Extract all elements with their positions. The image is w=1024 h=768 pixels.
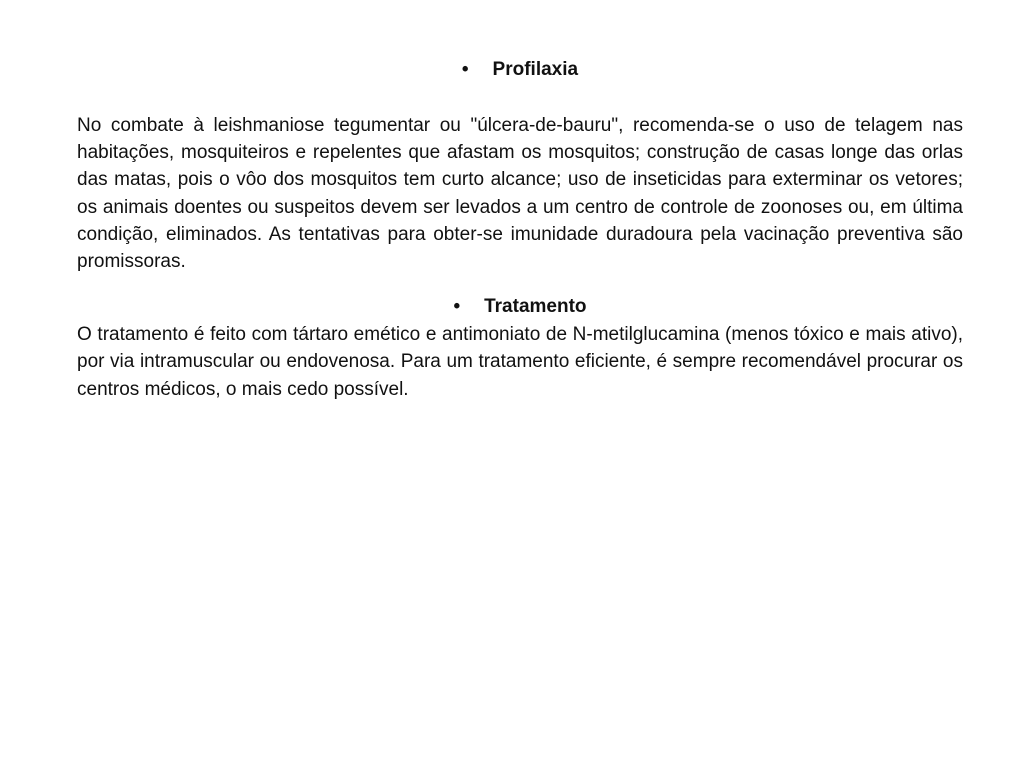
paragraph-tratamento: O tratamento é feito com tártaro emético e antimoniato de N-metilglucamina (menos tóxico e mais ativo), por via intramuscular ou endovenosa. Para um tratamento eficiente, é sempre recomendável procurar os centros médicos, o mais cedo possível. <box>77 324 963 400</box>
paragraph-profilaxia: No combate à leishmaniose tegumentar ou "úlcera-de-bauru", recomenda-se o uso de telagem nas habitações, mosquiteiros e repelentes que afastam os mosquitos; construção de casas longe das orlas das matas, pois o vôo dos mosquitos tem curto alcance; uso de inseticidas para exterminar os vetores; os animais doentes ou suspeitos devem ser levados a um centro de controle de zoonoses ou, em última condição, eliminados. As tentativas para obter-se imunidade duradoura pela vacinação preventiva são promissoras. <box>77 115 963 273</box>
bullet-icon: • <box>461 59 469 80</box>
bullet-icon: • <box>453 296 461 318</box>
section-heading-profilaxia <box>77 56 963 84</box>
spacer <box>77 275 963 293</box>
slide-content <box>77 56 963 403</box>
section-heading-tratamento <box>77 293 963 321</box>
heading-text-tratamento: Tratamento <box>484 296 587 318</box>
spacer <box>77 84 963 112</box>
heading-text-profilaxia: Profilaxia <box>492 59 579 80</box>
